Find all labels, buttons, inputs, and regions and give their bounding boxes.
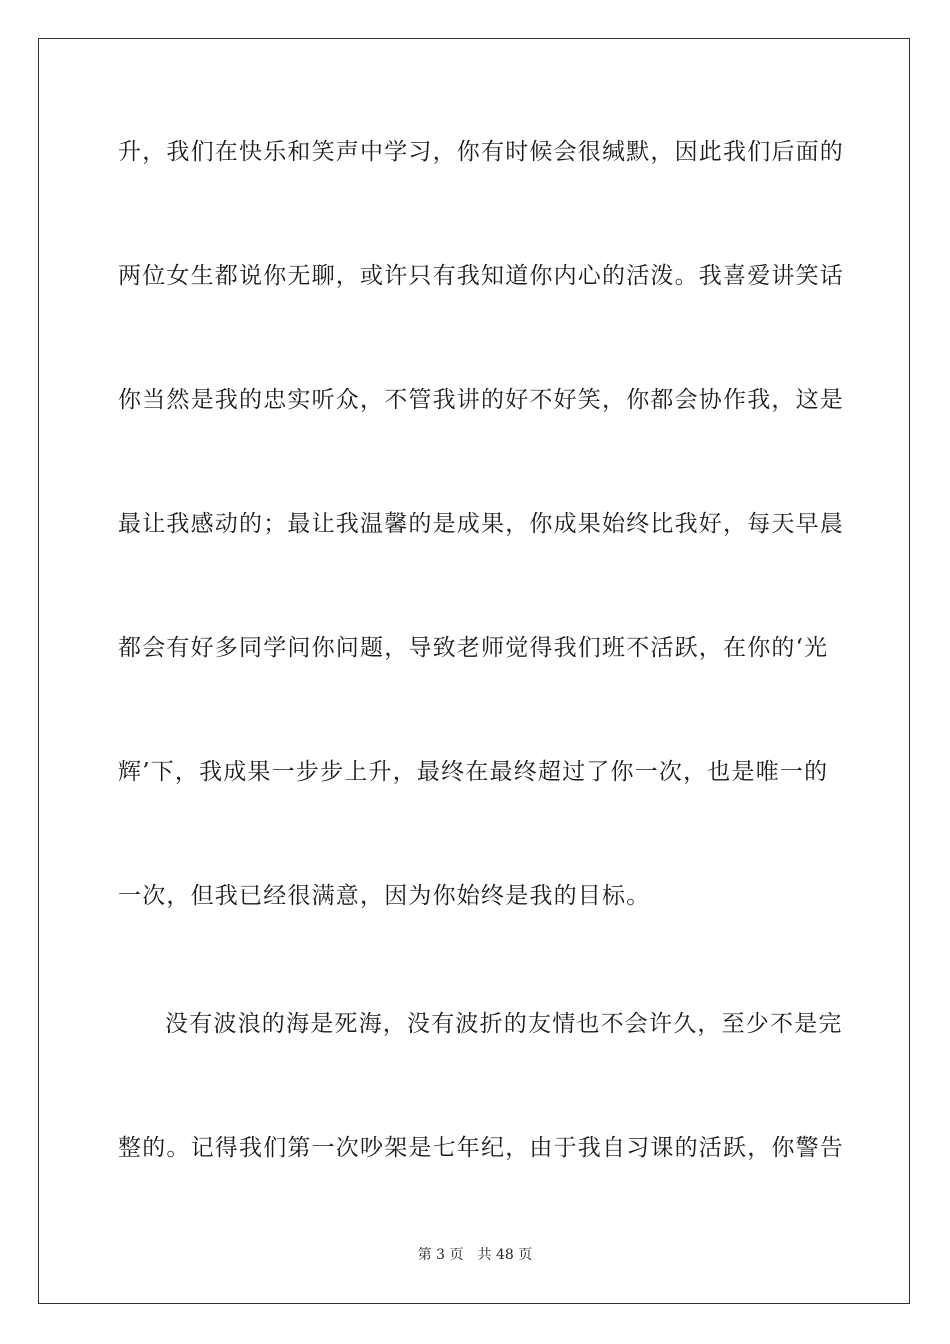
page-border: [38, 38, 910, 1304]
text-line: 辉’下，我成果一步步上升，最终在最终超过了你一次，也是唯一的: [118, 759, 829, 785]
page-total: 共 48 页: [477, 1247, 533, 1263]
text-line: 都会有好多同学问你问题，导致老师觉得我们班不活跃，在你的‘光: [118, 635, 829, 661]
text-line: 你当然是我的忠实听众，不管我讲的好不好笑，你都会协作我，这是: [118, 387, 844, 413]
text-line: 一次，但我已经很满意，因为你始终是我的目标。: [118, 883, 651, 909]
page-number: 第 3 页: [417, 1247, 464, 1263]
text-line: 整的。记得我们第一次吵架是七年纪，由于我自习课的活跃，你警告: [118, 1135, 844, 1161]
paragraph-first-line: 没有波浪的海是死海，没有波折的友情也不会许久，至少不是完: [165, 1011, 843, 1037]
text-line: 升，我们在快乐和笑声中学习，你有时候会很缄默，因此我们后面的: [118, 139, 844, 165]
text-line: 最让我感动的；最让我温馨的是成果，你成果始终比我好，每天早晨: [118, 511, 844, 537]
page-footer: [0, 1246, 950, 1264]
text-line: 两位女生都说你无聊，或许只有我知道你内心的活泼。我喜爱讲笑话: [118, 263, 844, 289]
